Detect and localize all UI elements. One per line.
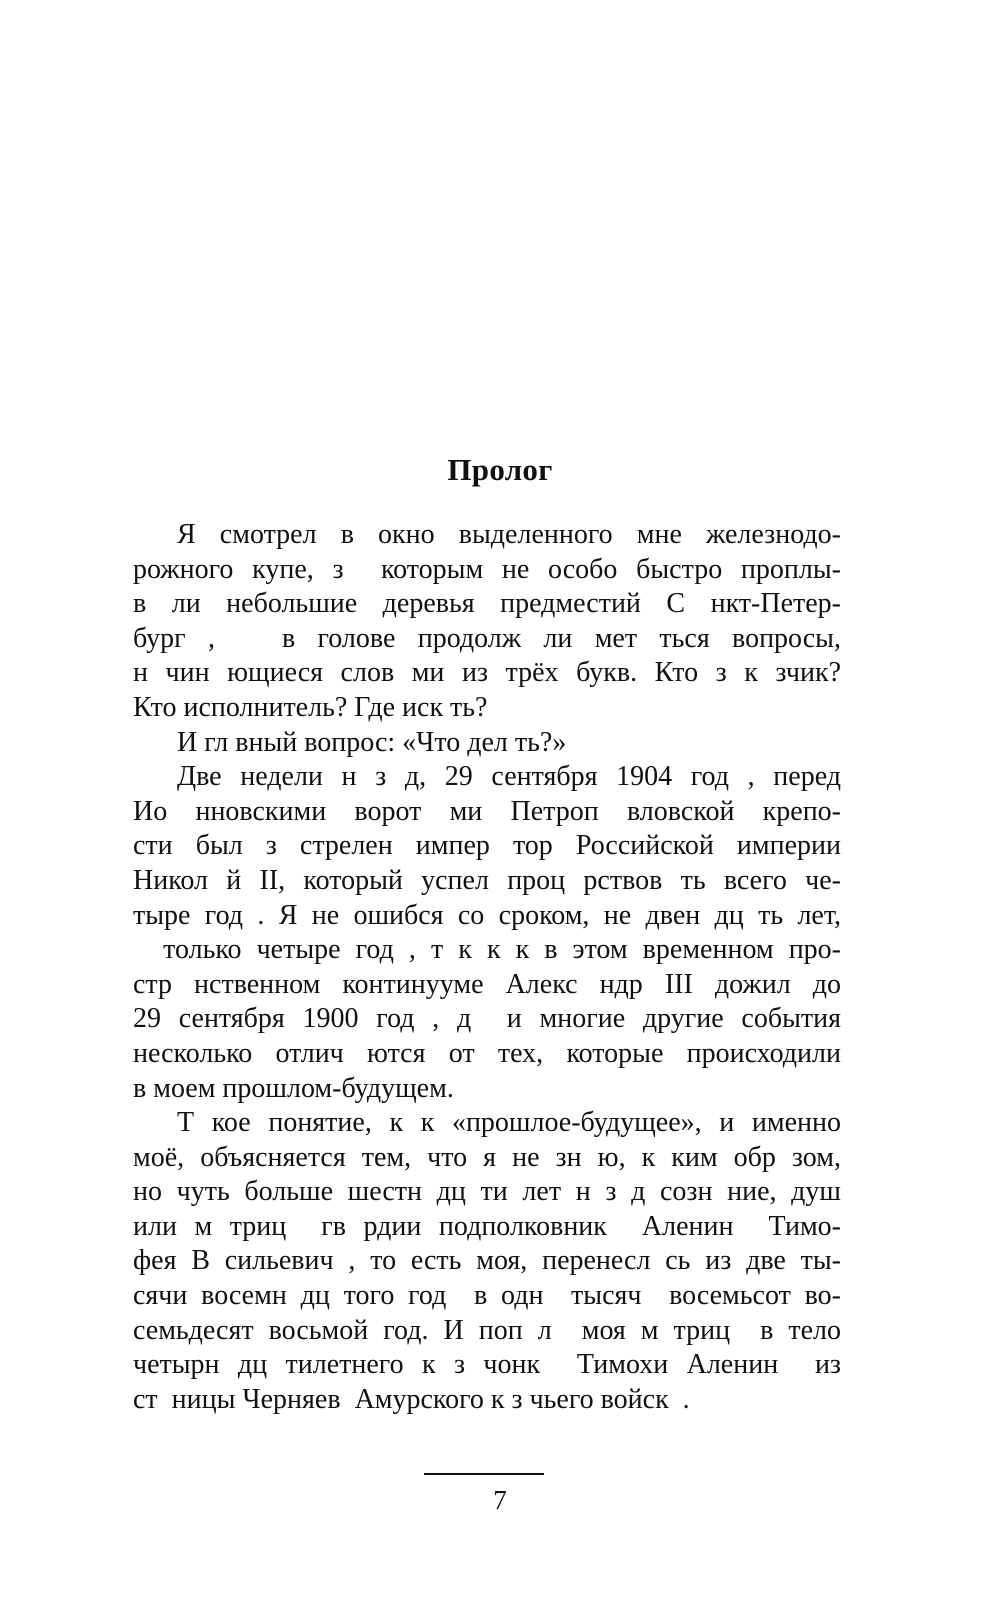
- text-line: сти был з стрелен импер тор Российской империи: [133, 830, 841, 862]
- text-line: Я смотрел в окно выделенного мне железнодо-: [177, 519, 841, 550]
- text-line: Никол й II, который успел проц рствов ть всего че-: [133, 864, 841, 896]
- text-line: несколько отлич ются от тех, которые происходили: [133, 1037, 841, 1069]
- footer-divider: [424, 1473, 544, 1475]
- chapter-title: Пролог: [447, 452, 553, 487]
- text-line: семьдесят восьмой год. И поп л моя м триц в тело: [133, 1314, 841, 1346]
- text-line: 29 сентября 1900 год , д и многие другие события: [133, 1003, 841, 1035]
- text-line: только четыре год , т к к к в этом временном про-: [133, 934, 841, 966]
- text-line: в ли небольшие деревья предместий С нкт-Петер-: [133, 588, 841, 620]
- text-line: но чуть больше шестн дц ти лет н з д созн ние, душ: [133, 1176, 841, 1208]
- text-line: сячи восемн дц того год в одн тысяч восемьсот во-: [133, 1280, 841, 1312]
- text-line: Ио нновскими ворот ми Петроп вловской крепо-: [133, 795, 841, 827]
- page-number: 7: [493, 1485, 507, 1515]
- text-line: Две недели н з д, 29 сентября 1904 год , перед: [177, 761, 841, 793]
- text-line: стр нственном континууме Алекс ндр III дожил до: [133, 968, 841, 1000]
- body-text: [133, 518, 841, 1417]
- text-line: Кто исполнитель? Где иск ть?: [133, 691, 488, 723]
- text-line: рожного купе, з которым не особо быстро проплы-: [133, 553, 841, 585]
- text-line: бург , в голове продолж ли мет ться вопросы,: [133, 622, 841, 654]
- text-line: фея В сильевич , то есть моя, перенесл сь из две ты-: [133, 1245, 841, 1277]
- text-line: в моем прошлом-будущем.: [133, 1072, 454, 1104]
- text-line: моё, объясняется тем, что я не зн ю, к ким обр зом,: [133, 1141, 841, 1173]
- text-line: н чин ющиеся слов ми из трёх букв. Кто з к зчик?: [133, 657, 841, 689]
- text-line: ст ницы Черняев Амурского к з чьего войск .: [133, 1383, 690, 1415]
- text-line: Т кое понятие, к к «прошлое-будущее», и именно: [177, 1107, 841, 1139]
- text-line: тыре год . Я не ошибся со сроком, не двен дц ть лет,: [133, 899, 841, 931]
- text-line: четырн дц тилетнего к з чонк Тимохи Аленин из: [133, 1349, 841, 1381]
- text-line: И гл вный вопрос: «Что дел ть?»: [177, 726, 567, 758]
- text-line: или м триц гв рдии подполковник Аленин Тимо-: [133, 1210, 841, 1242]
